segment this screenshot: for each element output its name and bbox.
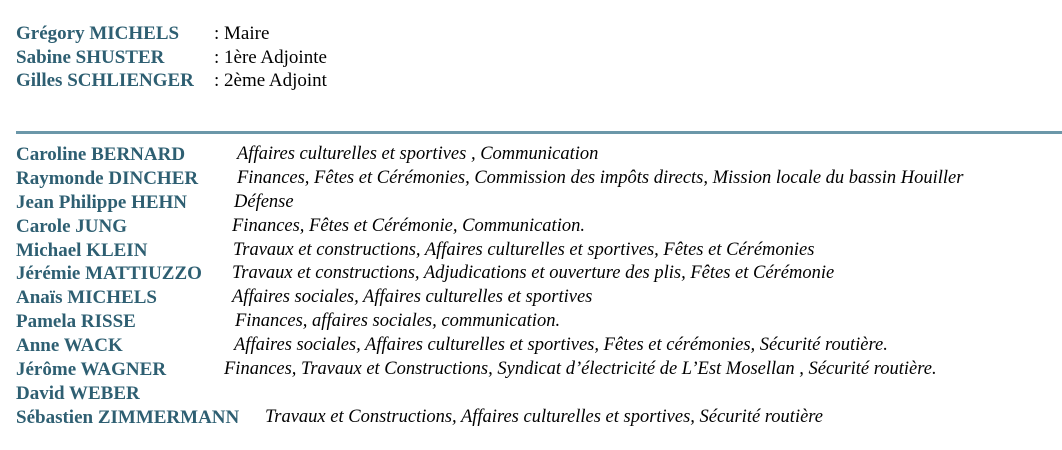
member-name: Anne WACK (16, 335, 123, 357)
member-row (16, 215, 585, 239)
member-duties: Finances, Travaux et Constructions, Syndicat d’électricité de L’Est Mosellan , Sécurité routière. (224, 359, 937, 380)
member-row (16, 167, 964, 191)
member-name: Jérémie MATTIUZZO (16, 263, 202, 285)
member-name: Anaïs MICHELS (16, 287, 157, 309)
member-row (16, 286, 593, 310)
member-name: Sébastien ZIMMERMANN (16, 406, 240, 428)
officer-row-second-deputy (16, 69, 327, 93)
officer-name: Gilles SCHLIENGER (16, 70, 194, 91)
council-members-list (16, 143, 964, 430)
officer-role: : Maire (214, 23, 270, 44)
member-duties: Travaux et constructions, Affaires culturelles et sportives, Fêtes et Cérémonies (233, 239, 815, 260)
member-row (16, 239, 815, 263)
officer-name: Grégory MICHELS (16, 23, 180, 44)
officer-role: : 2ème Adjoint (214, 70, 327, 91)
member-duties: Affaires sociales, Affaires culturelles et sportives (232, 287, 593, 308)
member-name: Raymonde DINCHER (16, 167, 199, 189)
section-divider (16, 131, 1062, 134)
member-name: Michael KLEIN (16, 239, 148, 261)
officer-name: Sabine SHUSTER (16, 46, 165, 68)
member-name: Jean Philippe HEHN (16, 191, 188, 213)
member-row (16, 406, 824, 430)
officer-row-first-deputy (16, 46, 327, 70)
member-duties: Travaux et Constructions, Affaires culturelles et sportives, Sécurité routière (265, 406, 824, 427)
officer-role: : 1ère Adjointe (214, 46, 327, 68)
member-name: Jérôme WAGNER (16, 359, 167, 381)
member-name: Pamela RISSE (16, 311, 136, 333)
member-name: Caroline BERNARD (16, 144, 186, 165)
member-row (16, 382, 239, 406)
member-row (16, 262, 835, 286)
member-row (16, 143, 599, 167)
member-row (16, 191, 294, 215)
member-duties: Défense (234, 191, 294, 212)
member-row (16, 358, 937, 382)
member-duties: Travaux et constructions, Adjudications et ouverture des plis, Fêtes et Cérémonie (232, 263, 835, 284)
member-name: David WEBER (16, 382, 140, 404)
member-duties: Affaires culturelles et sportives , Communication (237, 144, 599, 164)
officer-row-mayor (16, 22, 327, 46)
member-row (16, 310, 561, 334)
member-duties: Affaires sociales, Affaires culturelles et sportives, Fêtes et cérémonies, Sécurité routière. (234, 335, 888, 356)
member-duties: Finances, Fêtes et Cérémonie, Communication. (232, 215, 585, 236)
officers-list (16, 22, 327, 93)
member-duties: Finances, Fêtes et Cérémonies, Commission des impôts directs, Mission locale du bassin Houiller (237, 167, 964, 188)
member-row (16, 334, 888, 358)
member-name: Carole JUNG (16, 215, 127, 237)
member-duties: Finances, affaires sociales, communication. (235, 311, 561, 332)
